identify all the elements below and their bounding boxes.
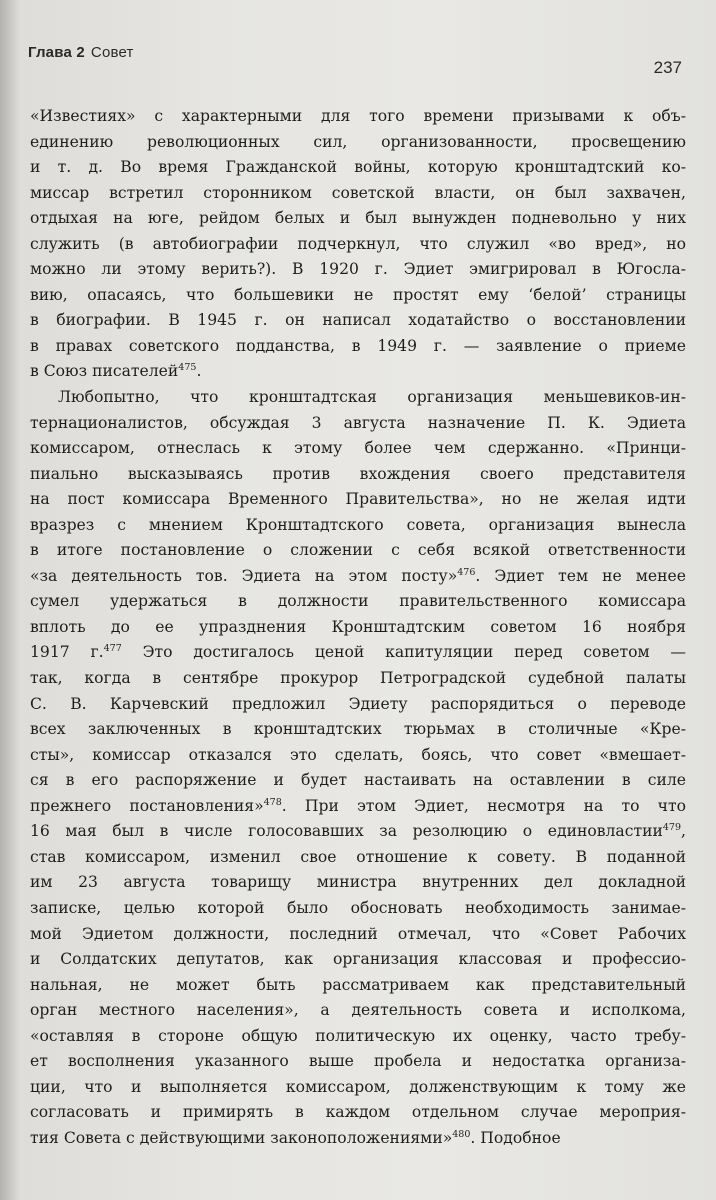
text-line [30, 794, 686, 820]
line-text: тия Совета с действующими законоположениями» [30, 1128, 453, 1147]
line-text: С. В. Карчевский предложил Эдиету распорядиться о переводе [30, 694, 686, 713]
text-line [30, 1126, 686, 1152]
line-text: можно ли этому верить?). В 1920 г. Эдиет эмигрировал в Югосла- [30, 260, 686, 279]
line-text: ет восполнения указанного выше пробела и недостатка организа- [30, 1052, 686, 1071]
line-text-after: , [681, 822, 686, 841]
body-text [30, 104, 686, 1151]
line-text-after: Это достигалось ценой капитуляции перед советом — [121, 643, 686, 662]
text-line [30, 181, 686, 207]
text-line [30, 130, 686, 156]
footnote-marker: 479 [662, 822, 682, 834]
chapter-label: Глава 2 [28, 44, 85, 61]
binding-shadow [0, 0, 20, 1200]
text-line [30, 640, 686, 666]
text-line [30, 462, 686, 488]
line-text: записке, целью которой было обосновать необходимость занимае- [30, 898, 686, 917]
line-text: «Известиях» с характерными для того времени призывами к объ- [30, 107, 686, 125]
line-text: сты», комиссар отказался это сделать, боясь, что совет «вмешает- [30, 745, 686, 764]
line-text: в Союз писателей [30, 362, 179, 381]
line-text: в биографии. В 1945 г. он написал ходатайство о восстановлении [30, 311, 686, 330]
text-line [30, 692, 686, 718]
line-text: ции, что и выполняется комиссаром, долженствующим к тому же [30, 1077, 686, 1096]
page-number: 237 [653, 58, 682, 77]
line-text: всех заключенных в кронштадтских тюрьмах в столичные «Кре- [30, 720, 686, 739]
footnote-marker: 478 [263, 796, 282, 808]
line-text: согласовать и примирять в каждом отдельном случае мероприя- [30, 1103, 686, 1122]
running-head [28, 44, 134, 61]
line-text: отдыхая на юге, рейдом белых и был вынужден подневольно у них [30, 209, 686, 228]
text-line [30, 896, 686, 922]
line-text: так, когда в сентябре прокурор Петроградской судебной палаты [30, 669, 686, 688]
footnote-marker: 476 [457, 566, 476, 578]
chapter-title: Совет [90, 44, 134, 61]
text-line [30, 947, 686, 973]
footnote-marker: 475 [178, 362, 197, 374]
line-text: нальная, не может быть рассматриваем как представительный [30, 975, 686, 994]
line-text: и Солдатских депутатов, как организация классовая и профессио- [30, 950, 686, 969]
text-line [30, 998, 686, 1024]
text-line [30, 283, 686, 309]
line-text: вразрез с мнением Кронштадтского совета, организация вынесла [30, 515, 686, 534]
text-line [30, 819, 686, 845]
text-line [30, 155, 686, 181]
text-line [30, 1075, 686, 1101]
line-text-after: . При этом Эдиет, несмотря на то что [281, 796, 686, 815]
line-text: орган местного населения», а деятельность совета и исполкома, [30, 1001, 686, 1020]
text-line [30, 1049, 686, 1075]
text-line [30, 104, 686, 130]
line-text: 1917 г. [30, 643, 104, 662]
line-text: вию, опасаясь, что большевики не простят ему ‘белой’ страницы [30, 285, 686, 304]
text-line [30, 666, 686, 692]
text-line [30, 334, 686, 360]
text-line [30, 743, 686, 769]
text-line [30, 206, 686, 232]
text-line [30, 973, 686, 999]
text-line [30, 257, 686, 283]
line-text: ся в его распоряжение и будет настаивать на оставлении в силе [30, 771, 686, 790]
line-text: и т. д. Во время Гражданской войны, которую кронштадтский ко- [30, 158, 686, 177]
paragraph [30, 385, 686, 1151]
line-text: Любопытно, что кронштадтская организация меньшевиков-ин- [58, 388, 686, 407]
line-text: «за деятельность тов. Эдиета на этом посту» [30, 566, 458, 585]
line-text-after: . [196, 362, 202, 381]
text-line [30, 487, 686, 513]
text-line [30, 513, 686, 539]
line-text: пиально высказываясь против вхождения своего представителя [30, 464, 686, 483]
line-text: мой Эдиетом должности, последний отмечал, что «Совет Рабочих [30, 924, 686, 943]
line-text: 16 мая был в числе голосовавших за резолюцию о единовластии [30, 822, 663, 841]
text-line [30, 589, 686, 615]
text-line [30, 870, 686, 896]
footnote-marker: 480 [452, 1128, 471, 1140]
line-text: на пост комиссара Временного Правительства», но не желая идти [30, 490, 686, 509]
line-text: вплоть до ее упразднения Кронштадтским советом 16 ноября [30, 617, 686, 636]
text-line [30, 922, 686, 948]
text-line [30, 564, 686, 590]
text-line [30, 717, 686, 743]
line-text: сумел удержаться в должности правительственного комиссара [30, 592, 686, 611]
text-line [30, 1024, 686, 1050]
text-line [30, 845, 686, 871]
text-line [30, 385, 686, 411]
line-text: тернационалистов, обсуждая 3 августа назначение П. К. Эдиета [30, 413, 686, 432]
line-text: служить (в автобиографии подчеркнул, что служил «во вред», но [30, 234, 686, 253]
text-line [30, 768, 686, 794]
line-text: прежнего постановления» [30, 796, 264, 815]
line-text: в правах советского подданства, в 1949 г. — заявление о приеме [30, 336, 686, 355]
text-line [30, 538, 686, 564]
text-line [30, 1100, 686, 1126]
text-line [30, 436, 686, 462]
text-line [30, 308, 686, 334]
line-text: комиссаром, отнеслась к этому более чем сдержанно. «Принци- [30, 439, 686, 458]
line-text-after: . Эдиет тем не менее [475, 566, 686, 585]
line-text: «оставляя в стороне общую политическую их оценку, часто требу- [30, 1026, 686, 1045]
line-text: единению революционных сил, организованности, просвещению [30, 132, 686, 151]
text-line [30, 615, 686, 641]
line-text: миссар встретил сторонником советской власти, он был захвачен, [30, 183, 686, 202]
line-text-after: . Подобное [470, 1128, 561, 1147]
line-text: в итоге постановление о сложении с себя всякой ответственности [30, 541, 686, 560]
text-line [30, 232, 686, 258]
line-text: став комиссаром, изменил свое отношение к совету. В поданной [30, 847, 686, 866]
text-line [30, 359, 686, 385]
line-text: им 23 августа товарищу министра внутренних дел докладной [30, 873, 686, 892]
text-line [30, 411, 686, 437]
footnote-marker: 477 [103, 643, 122, 655]
paragraph [30, 104, 686, 385]
